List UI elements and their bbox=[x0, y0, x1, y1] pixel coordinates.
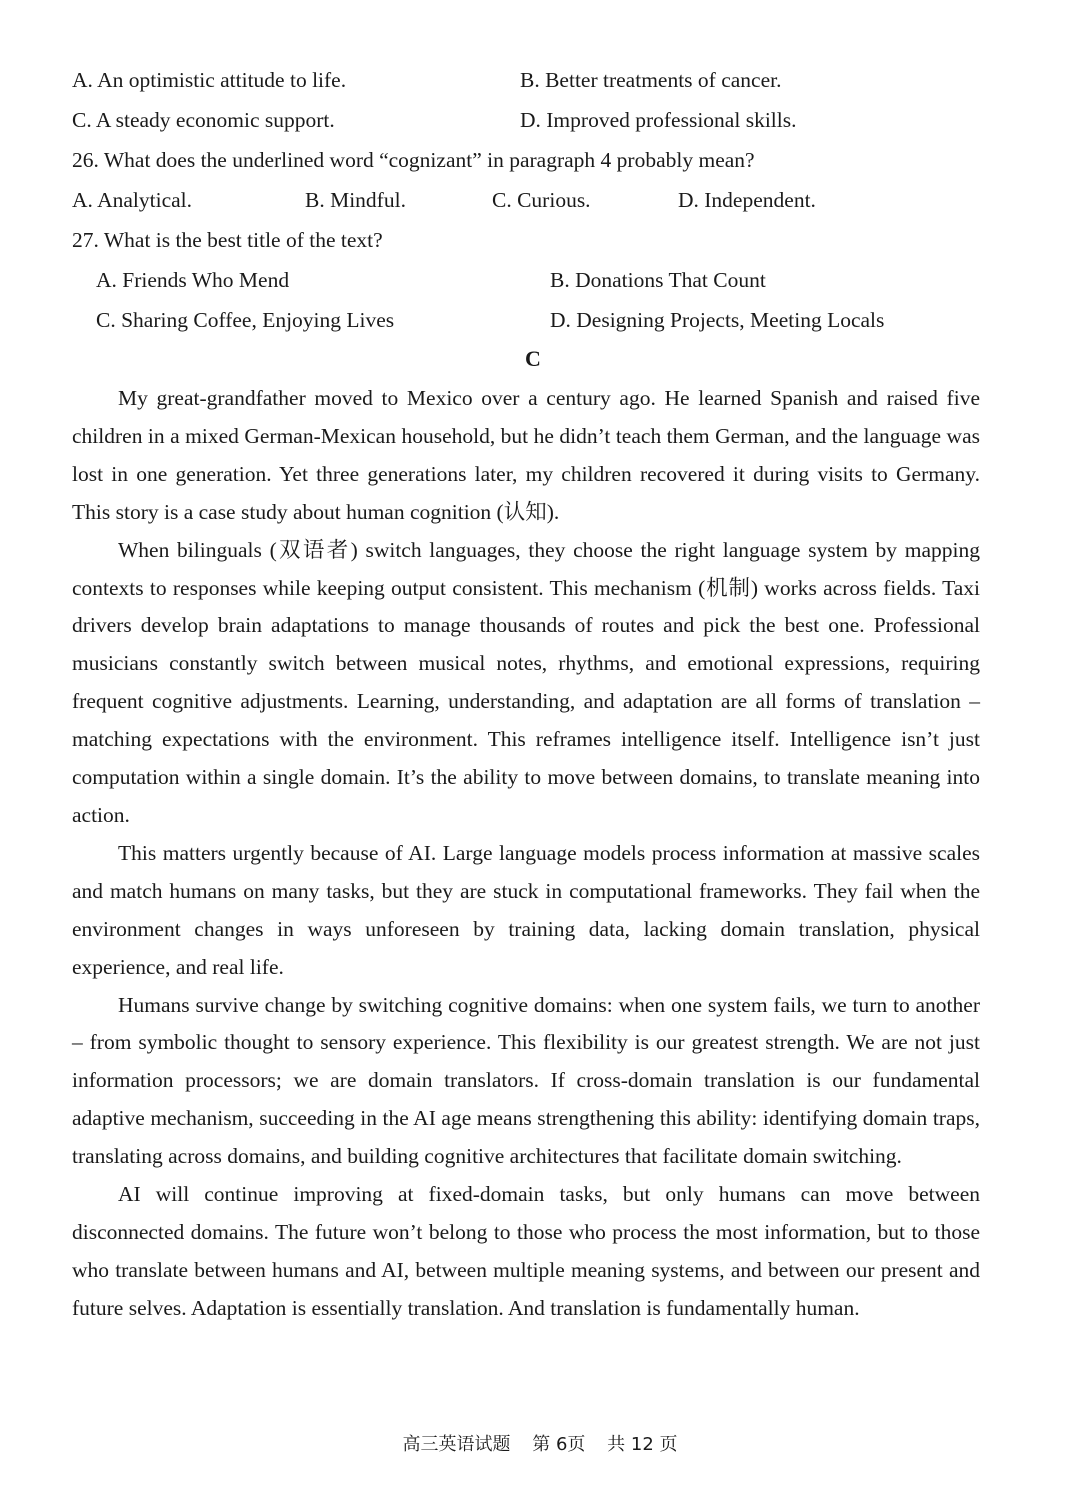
q26-option-c: C. Curious. bbox=[492, 188, 591, 212]
section-heading-c: C bbox=[525, 346, 541, 371]
q25-option-d: D. Improved professional skills. bbox=[520, 108, 797, 132]
passage-paragraph-3: This matters urgently because of AI. Large language models process information at massive scales and match humans on many tasks, but they are stuck in computational frameworks. They fail when the environment changes in ways unforeseen by training data, lacking domain translation, physical experience, and real life. bbox=[72, 840, 980, 979]
footer-total-pages: 共 12 页 bbox=[607, 1434, 678, 1455]
q26-option-b: B. Mindful. bbox=[305, 188, 406, 212]
q27-option-a: A. Friends Who Mend bbox=[96, 268, 290, 292]
q27-stem: 27. What is the best title of the text? bbox=[72, 228, 383, 252]
footer-exam-title: 高三英语试题 bbox=[402, 1434, 511, 1455]
q26-option-d: D. Independent. bbox=[678, 188, 816, 212]
footer-page-number: 第 6页 bbox=[532, 1434, 586, 1455]
q27-options-row-1 bbox=[72, 262, 980, 302]
q25-options-row-2 bbox=[72, 102, 980, 142]
q27-option-d: D. Designing Projects, Meeting Locals bbox=[550, 308, 885, 332]
passage-paragraph-1: My great-grandfather moved to Mexico over a century ago. He learned Spanish and raised five children in a mixed German-Mexican household, but he didn’t teach them German, and the language was lost in one generation. Yet three generations later, my children recovered it during visits to Germany. This story is a case study about human cognition (认知). bbox=[72, 386, 980, 524]
q25-option-a: A. An optimistic attitude to life. bbox=[72, 68, 347, 92]
q27-option-b: B. Donations That Count bbox=[550, 268, 766, 292]
passage-paragraph-2: When bilinguals (双语者) switch languages, they choose the right language system by mapping contexts to responses while keeping output consistent. This mechanism (机制) works across fields. Taxi drivers develop brain adaptations to manage thousands of routes and pick the best one. Professional musicians constantly switch between musical notes, rhythms, and emotional expressions, requiring frequent cognitive adjustments. Learning, understanding, and adaptation are all forms of translation – matching expectations with the environment. This reframes intelligence itself. Intelligence isn’t just computation within a single domain. It’s the ability to move between domains, to translate meaning into action. bbox=[72, 537, 980, 827]
q26-option-a: A. Analytical. bbox=[72, 188, 193, 212]
page-footer bbox=[0, 1431, 1080, 1459]
q25-option-c: C. A steady economic support. bbox=[72, 108, 335, 132]
q26-options-row bbox=[72, 182, 980, 222]
q25-options-row-1 bbox=[72, 62, 980, 102]
q26-stem: 26. What does the underlined word “cognizant” in paragraph 4 probably mean? bbox=[72, 148, 755, 172]
exam-page bbox=[72, 62, 980, 1328]
q25-option-b: B. Better treatments of cancer. bbox=[520, 68, 782, 92]
q27-option-c: C. Sharing Coffee, Enjoying Lives bbox=[96, 308, 395, 332]
passage-paragraph-4: Humans survive change by switching cognitive domains: when one system fails, we turn to another – from symbolic thought to sensory experience. This flexibility is our greatest strength. We are not just information processors; we are domain translators. If cross-domain translation is our fundamental adaptive mechanism, succeeding in the AI age means strengthening this ability: identifying domain traps, translating across domains, and building cognitive architectures that facilitate domain switching. bbox=[72, 992, 980, 1169]
passage-paragraph-5: AI will continue improving at fixed-domain tasks, but only humans can move between disconnected domains. The future won’t belong to those who process the most information, but to those who translate between humans and AI, between multiple meaning systems, and between our present and future selves. Adaptation is essentially translation. And translation is fundamentally human. bbox=[72, 1182, 980, 1320]
q27-options-row-2 bbox=[72, 302, 980, 342]
